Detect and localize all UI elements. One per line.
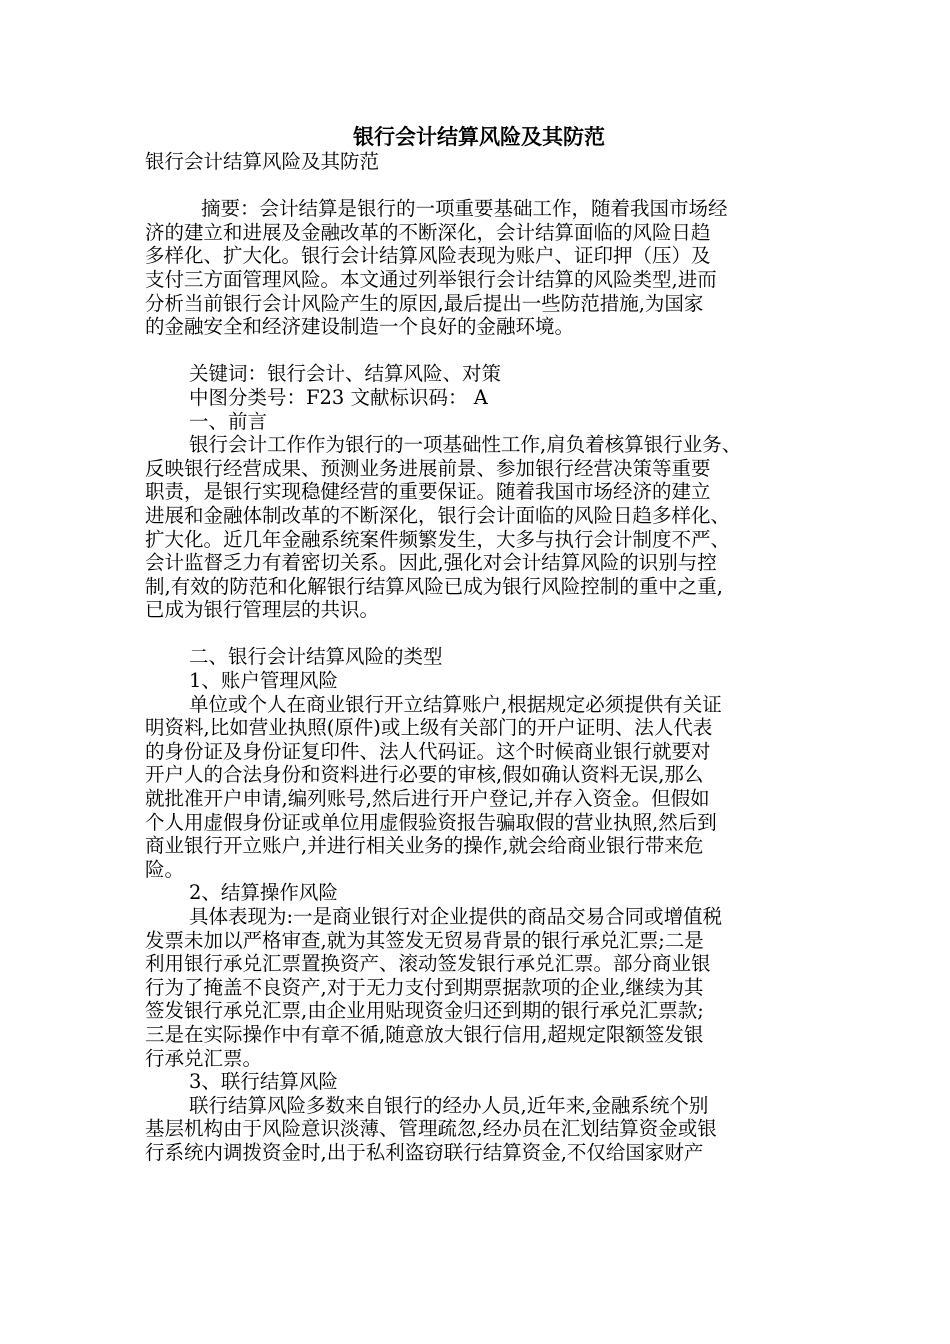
body-line: 制,有效的防范和化解银行结算风险已成为银行风险控制的重中之重,: [145, 574, 723, 598]
body-line: 会计监督乏力有着密切关系。因此,强化对会计结算风险的识别与控: [145, 551, 717, 575]
abstract-paragraph: [145, 197, 813, 339]
body-line: 单位或个人在商业银行开立结算账户,根据规定必须提供有关证: [189, 692, 722, 716]
subsection-heading: 3、联行结算风险: [189, 1070, 338, 1094]
body-line: 开户人的合法身份和资料进行必要的审核,假如确认资料无误,那么: [145, 763, 704, 787]
body-line: 扩大化。近几年金融系统案件频繁发生，大多与执行会计制度不严、: [145, 527, 731, 551]
subsection-heading: 2、结算操作风险: [189, 881, 338, 905]
subsection-heading: 1、账户管理风险: [189, 669, 338, 693]
body-line: 职责，是银行实现稳健经营的重要保证。随着我国市场经济的建立: [145, 480, 711, 504]
section-heading: 一、前言: [189, 409, 268, 433]
body-line: 行为了掩盖不良资产,对于无力支付到期票据款项的企业,继续为其: [145, 975, 704, 999]
body-line: 具体表现为:一是商业银行对企业提供的商品交易合同或增值税: [189, 905, 723, 928]
body-line: 险。: [145, 857, 185, 881]
classification-line: 中图分类号：F23 文献标识码： A: [189, 385, 488, 409]
section-heading: 二、银行会计结算风险的类型: [189, 645, 443, 669]
body-line: 签发银行承兑汇票,由企业用贴现资金归还到期的银行承兑汇票款;: [145, 999, 704, 1023]
body-line: 就批准开户申请,编列账号,然后进行开户登记,并存入资金。但假如: [145, 787, 710, 811]
abstract-line: 多样化、扩大化。银行会计结算风险表现为账户、证印押（压）及: [145, 244, 711, 268]
body-line: 基层机构由于风险意识淡薄、管理疏忽,经办员在汇划结算资金或银: [145, 1117, 717, 1141]
body-line: 商业银行开立账户,并进行相关业务的操作,就会给商业银行带来危: [145, 834, 704, 858]
body-line: 明资料,比如营业执照(原件)或上级有关部门的开户证明、法人代表: [145, 716, 713, 740]
document-page: [145, 124, 813, 1165]
blank-line: [145, 622, 813, 646]
body-line: 反映银行经营成果、预测业务进展前景、参加银行经营决策等重要: [145, 456, 711, 480]
operation-risk-paragraph: [145, 905, 813, 1070]
body-line: 联行结算风险多数来自银行的经办人员,近年来,金融系统个别: [189, 1093, 709, 1117]
body-line: 的身份证及身份证复印件、法人代码证。这个时候商业银行就要对: [145, 739, 711, 763]
abstract-line: 摘要：会计结算是银行的一项重要基础工作，随着我国市场经: [201, 197, 728, 221]
keywords-line: 关键词：银行会计、结算风险、对策: [189, 362, 502, 386]
abstract-line: 济的建立和进展及金融改革的不断深化，会计结算面临的风险日趋: [145, 220, 711, 244]
body-line: 发票未加以严格审查,就为其签发无贸易背景的银行承兑汇票;二是: [145, 928, 704, 952]
body-line: 个人用虚假身份证或单位用虚假验资报告骗取假的营业执照,然后到: [145, 810, 717, 834]
document-title: 银行会计结算风险及其防范: [353, 124, 605, 149]
body-line: 三是在实际操作中有章不循,随意放大银行信用,超规定限额签发银: [145, 1022, 704, 1046]
body-line: 已成为银行管理层的共识。: [145, 598, 380, 622]
body-line: 行系统内调拨资金时,出于私利盗窃联行结算资金,不仅给国家财产: [145, 1140, 704, 1164]
abstract-line: 支付三方面管理风险。本文通过列举银行会计结算的风险类型,进而: [145, 267, 717, 291]
blank-line: [145, 339, 813, 363]
document-subtitle: 银行会计结算风险及其防范: [145, 150, 380, 173]
blank-line: [145, 174, 813, 198]
abstract-line: 的金融安全和经济建设制造一个良好的金融环境。: [145, 315, 575, 339]
preface-paragraph: [145, 433, 813, 622]
interbank-risk-paragraph: [145, 1094, 813, 1165]
body-line: 行承兑汇票。: [145, 1046, 263, 1070]
body-line: 银行会计工作作为银行的一项基础性工作,肩负着核算银行业务、: [189, 433, 742, 457]
body-line: 利用银行承兑汇票置换资产、滚动签发银行承兑汇票。部分商业银: [145, 952, 711, 976]
abstract-line: 分析当前银行会计风险产生的原因,最后提出一些防范措施,为国家: [145, 291, 704, 315]
body-line: 进展和金融体制改革的不断深化，银行会计面临的风险日趋多样化、: [145, 503, 731, 527]
account-risk-paragraph: [145, 693, 813, 882]
